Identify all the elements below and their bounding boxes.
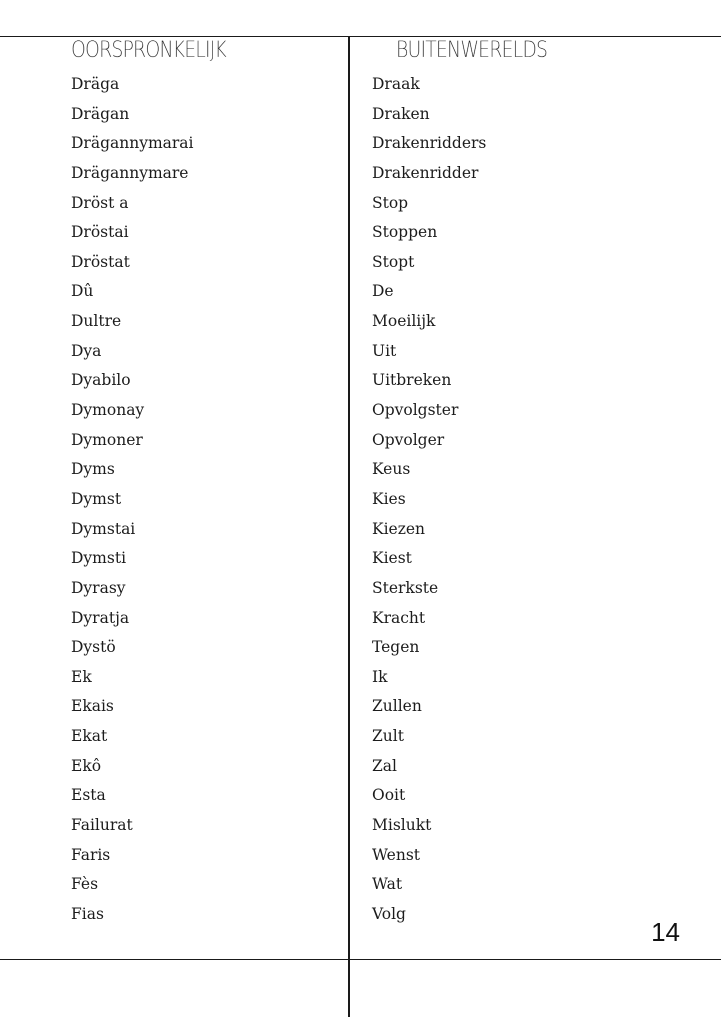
- translation-word: Kies: [372, 489, 406, 508]
- original-word: Drägannymarai: [71, 134, 194, 153]
- outworldly-column-header: BUITENWERELDS: [396, 38, 548, 63]
- original-word: Ekô: [71, 756, 102, 775]
- original-word: Ek: [71, 667, 92, 686]
- original-column-header: OORSPRONKELIJK: [71, 38, 226, 63]
- original-word: Dymst: [71, 489, 122, 508]
- original-word: Dymsti: [71, 549, 127, 568]
- translation-word: Stop: [372, 193, 409, 212]
- original-word: Failurat: [71, 816, 133, 835]
- translation-word: Stoppen: [372, 223, 438, 242]
- translation-word: Zal: [372, 756, 397, 775]
- translation-word-list: [372, 70, 486, 930]
- translation-word: Drakenridders: [372, 134, 487, 153]
- translation-word: De: [372, 282, 394, 301]
- translation-word: Stopt: [372, 252, 415, 271]
- translation-word: Keus: [372, 460, 411, 479]
- translation-word: Kiest: [372, 549, 412, 568]
- original-word: Dya: [71, 341, 102, 360]
- translation-word: Draak: [372, 75, 420, 93]
- original-word: Faris: [71, 845, 111, 864]
- original-word: Dyrasy: [71, 578, 126, 597]
- original-word: Dröst a: [71, 193, 129, 212]
- original-word: Dröstai: [71, 223, 129, 242]
- column-divider: [348, 36, 350, 1017]
- original-word: Dyms: [71, 460, 115, 479]
- translation-word: Uit: [372, 341, 397, 360]
- translation-word: Ooit: [372, 786, 406, 805]
- original-word: Dystö: [71, 638, 116, 657]
- original-word: Fès: [71, 875, 99, 894]
- translation-word: Zullen: [372, 697, 422, 716]
- original-word-list: [71, 70, 194, 930]
- original-word: Fias: [71, 904, 104, 923]
- translation-word: Zult: [372, 727, 404, 746]
- translation-word: Volg: [372, 904, 406, 923]
- translation-word: Mislukt: [372, 816, 432, 835]
- original-word: Dymstai: [71, 519, 136, 538]
- original-word: Dyabilo: [71, 371, 131, 390]
- translation-word: Opvolgster: [372, 401, 459, 420]
- translation-word: Wat: [372, 875, 403, 894]
- translation-word: Draken: [372, 104, 430, 123]
- original-word: Esta: [71, 786, 106, 805]
- original-word: Drägan: [71, 104, 130, 123]
- original-word: Dultre: [71, 312, 122, 331]
- original-word: Dû: [71, 282, 94, 301]
- translation-word: Ik: [372, 667, 388, 686]
- bottom-divider: [0, 959, 721, 960]
- translation-word: Uitbreken: [372, 371, 452, 390]
- original-word: Ekat: [71, 727, 108, 746]
- translation-word: Kiezen: [372, 519, 426, 538]
- original-word: Dyratja: [71, 608, 130, 627]
- original-word: Dröstat: [71, 252, 130, 271]
- original-word: Drägannymare: [71, 163, 189, 182]
- translation-word: Kracht: [372, 608, 426, 627]
- translation-word: Wenst: [372, 845, 421, 864]
- original-word: Dymonay: [71, 401, 145, 420]
- translation-word: Sterkste: [372, 578, 439, 597]
- original-word: Ekais: [71, 697, 114, 716]
- translation-word: Opvolger: [372, 430, 445, 449]
- page-number: 14: [651, 917, 680, 947]
- top-divider: [0, 36, 721, 37]
- translation-word: Moeilijk: [372, 312, 436, 331]
- original-word: Dräga: [71, 75, 120, 93]
- translation-word: Drakenridder: [372, 163, 479, 182]
- translation-word: Tegen: [372, 638, 420, 657]
- original-word: Dymoner: [71, 430, 143, 449]
